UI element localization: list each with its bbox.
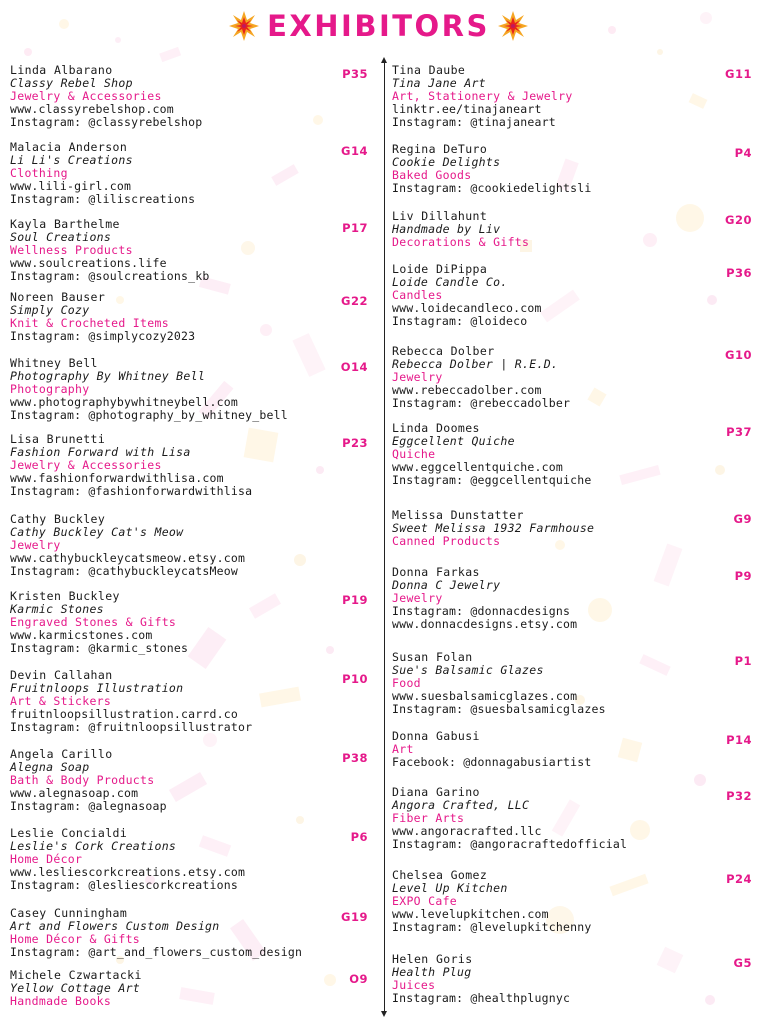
contact-line: fruitnloopsillustration.carrd.co xyxy=(10,707,238,721)
exhibitor-category: Fiber Arts xyxy=(392,811,465,825)
exhibitor-entry xyxy=(392,263,752,328)
starburst-icon xyxy=(229,11,259,41)
booth-number: P4 xyxy=(734,146,752,160)
contact-line: www.photographybywhitneybell.com xyxy=(10,395,238,409)
exhibitor-category: Art xyxy=(392,742,414,756)
exhibitor-entry xyxy=(10,590,368,655)
divider-arrow-top xyxy=(381,57,387,63)
exhibitor-entry xyxy=(10,907,368,959)
exhibitor-entry xyxy=(392,566,752,631)
business-name: Health Plug xyxy=(392,965,472,979)
booth-number: O9 xyxy=(349,972,368,986)
exhibitor-name: Kayla Barthelme xyxy=(10,217,120,231)
contact-line: www.eggcellentquiche.com xyxy=(392,460,563,474)
booth-number: G9 xyxy=(733,512,752,526)
exhibitor-category: Jewelry xyxy=(392,591,443,605)
booth-number: G10 xyxy=(725,348,752,362)
exhibitor-entry xyxy=(10,357,368,422)
exhibitor-name: Casey Cunningham xyxy=(10,906,128,920)
exhibitor-entry xyxy=(10,513,368,578)
exhibitor-entry xyxy=(10,748,368,813)
business-name: Tina Jane Art xyxy=(392,76,486,90)
contact-line: www.cathybuckleycatsmeow.etsy.com xyxy=(10,551,246,565)
booth-number: P14 xyxy=(726,733,752,747)
exhibitor-entry xyxy=(392,651,752,716)
booth-number: P23 xyxy=(342,436,368,450)
exhibitor-name: Malacia Anderson xyxy=(10,140,128,154)
booth-number: P9 xyxy=(734,569,752,583)
exhibitor-category: Home Décor xyxy=(10,852,83,866)
exhibitor-entry xyxy=(10,827,368,892)
page-header xyxy=(0,4,757,48)
business-name: Classy Rebel Shop xyxy=(10,76,133,90)
exhibitor-name: Loide DiPippa xyxy=(392,262,488,276)
business-name: Loide Candle Co. xyxy=(392,275,508,289)
exhibitor-name: Liv Dillahunt xyxy=(392,209,488,223)
exhibitor-name: Regina DeTuro xyxy=(392,142,488,156)
exhibitor-name: Linda Doomes xyxy=(392,421,480,435)
exhibitor-entry xyxy=(392,953,752,1005)
exhibitor-entry xyxy=(10,669,368,734)
exhibitor-entry xyxy=(10,141,368,206)
contact-line: www.suesbalsamicglazes.com xyxy=(392,689,578,703)
business-name: Leslie's Cork Creations xyxy=(10,839,177,853)
business-name: Art and Flowers Custom Design xyxy=(10,919,220,933)
contact-line: Instagram: @cathybuckleycatsMeow xyxy=(10,564,238,578)
booth-number: P6 xyxy=(350,830,368,844)
exhibitor-entry xyxy=(10,433,368,498)
business-name: Cathy Buckley Cat's Meow xyxy=(10,525,184,539)
contact-line: www.angoracrafted.llc xyxy=(392,824,542,838)
contact-line: Instagram: @fashionforwardwithlisa xyxy=(10,484,253,498)
exhibitor-category: Quiche xyxy=(392,447,436,461)
contact-line: www.loidecandleco.com xyxy=(392,301,542,315)
business-name: Fashion Forward with Lisa xyxy=(10,445,191,459)
exhibitor-name: Rebecca Dolber xyxy=(392,344,495,358)
exhibitor-category: Clothing xyxy=(10,166,68,180)
contact-line: www.fashionforwardwithlisa.com xyxy=(10,471,224,485)
exhibitor-category: Decorations & Gifts xyxy=(392,235,530,249)
booth-number: G19 xyxy=(341,910,368,924)
booth-number: P24 xyxy=(726,872,752,886)
business-name: Photography By Whitney Bell xyxy=(10,369,206,383)
exhibitor-name: Lisa Brunetti xyxy=(10,432,106,446)
business-name: Karmic Stones xyxy=(10,602,104,616)
business-name: Yellow Cottage Art xyxy=(10,981,141,995)
exhibitor-name: Whitney Bell xyxy=(10,356,98,370)
exhibitor-name: Cathy Buckley xyxy=(10,512,106,526)
exhibitor-entry xyxy=(392,509,752,548)
exhibitor-name: Tina Daube xyxy=(392,63,466,77)
contact-line: linktr.ee/tinajaneart xyxy=(392,102,542,116)
exhibitor-name: Melissa Dunstatter xyxy=(392,508,524,522)
contact-line: Instagram: @alegnasoap xyxy=(10,799,167,813)
contact-line: Instagram: @eggcellentquiche xyxy=(392,473,592,487)
booth-number: G22 xyxy=(341,294,368,308)
contact-line: Instagram: @loideco xyxy=(392,314,528,328)
exhibitor-entry xyxy=(10,969,368,1008)
contact-line: www.lesliescorkcreations.etsy.com xyxy=(10,865,246,879)
exhibitor-name: Donna Farkas xyxy=(392,565,480,579)
exhibitor-name: Helen Goris xyxy=(392,952,473,966)
exhibitor-category: Food xyxy=(392,676,421,690)
booth-number: G5 xyxy=(733,956,752,970)
exhibitor-category: EXPO Cafe xyxy=(392,894,458,908)
exhibitor-category: Baked Goods xyxy=(392,168,472,182)
page-title: EXHIBITORS xyxy=(267,9,490,43)
business-name: Sue's Balsamic Glazes xyxy=(392,663,544,677)
contact-line: www.lili-girl.com xyxy=(10,179,132,193)
business-name: Donna C Jewelry xyxy=(392,578,501,592)
exhibitor-name: Donna Gabusi xyxy=(392,729,480,743)
booth-number: P10 xyxy=(342,672,368,686)
exhibitor-entry xyxy=(392,422,752,487)
exhibitor-category: Home Décor & Gifts xyxy=(10,932,141,946)
exhibitor-entry xyxy=(10,64,368,129)
exhibitor-name: Diana Garino xyxy=(392,785,480,799)
contact-line: Instagram: @tinajaneart xyxy=(392,115,556,129)
contact-line: Instagram: @liliscreations xyxy=(10,192,196,206)
contact-line: Facebook: @donnagabusiartist xyxy=(392,755,592,769)
contact-line: Instagram: @fruitnloopsillustrator xyxy=(10,720,253,734)
exhibitor-category: Jewelry & Accessories xyxy=(10,89,162,103)
contact-line: www.rebeccadolber.com xyxy=(392,383,542,397)
business-name: Cookie Delights xyxy=(392,155,501,169)
booth-number: P19 xyxy=(342,593,368,607)
exhibitor-category: Knit & Crocheted Items xyxy=(10,316,169,330)
contact-line: Instagram: @levelupkitchenny xyxy=(392,920,592,934)
booth-number: P1 xyxy=(734,654,752,668)
booth-number: P32 xyxy=(726,789,752,803)
exhibitor-category: Wellness Products xyxy=(10,243,133,257)
contact-line: Instagram: @photography_by_whitney_bell xyxy=(10,408,288,422)
contact-line: www.donnacdesigns.etsy.com xyxy=(392,617,578,631)
contact-line: Instagram: @rebeccadolber xyxy=(392,396,571,410)
exhibitor-name: Kristen Buckley xyxy=(10,589,120,603)
exhibitor-name: Susan Folan xyxy=(392,650,473,664)
business-name: Simply Cozy xyxy=(10,303,90,317)
contact-line: Instagram: @art_and_flowers_custom_design xyxy=(10,945,303,959)
exhibitor-entry xyxy=(392,786,752,851)
booth-number: O14 xyxy=(340,360,368,374)
booth-number: P37 xyxy=(726,425,752,439)
exhibitor-category: Art, Stationery & Jewelry xyxy=(392,89,573,103)
contact-line: Instagram: @simplycozy2023 xyxy=(10,329,196,343)
exhibitor-entry xyxy=(392,869,752,934)
booth-number: G20 xyxy=(725,213,752,227)
contact-line: Instagram: @angoracraftedofficial xyxy=(392,837,628,851)
exhibitor-name: Linda Albarano xyxy=(10,63,113,77)
booth-number: G14 xyxy=(341,144,368,158)
exhibitor-entry xyxy=(392,345,752,410)
starburst-icon xyxy=(498,11,528,41)
contact-line: Instagram: @lesliescorkcreations xyxy=(10,878,238,892)
business-name: Fruitnloops Illustration xyxy=(10,681,184,695)
contact-line: Instagram: @soulcreations_kb xyxy=(10,269,210,283)
exhibitor-category: Candles xyxy=(392,288,443,302)
exhibitor-category: Handmade Books xyxy=(10,994,112,1008)
exhibitor-entry xyxy=(10,291,368,343)
exhibitor-name: Noreen Bauser xyxy=(10,290,106,304)
contact-line: Instagram: @cookiedelightsli xyxy=(392,181,592,195)
business-name: Angora Crafted, LLC xyxy=(392,798,530,812)
exhibitor-name: Chelsea Gomez xyxy=(392,868,488,882)
exhibitor-name: Angela Carillo xyxy=(10,747,113,761)
exhibitor-entry xyxy=(392,143,752,195)
booth-number: P38 xyxy=(342,751,368,765)
exhibitor-name: Devin Callahan xyxy=(10,668,113,682)
contact-line: www.alegnasoap.com xyxy=(10,786,139,800)
booth-number: G11 xyxy=(725,67,752,81)
divider-arrow-bottom xyxy=(381,1011,387,1017)
exhibitor-category: Canned Products xyxy=(392,534,501,548)
booth-number: P36 xyxy=(726,266,752,280)
contact-line: www.classyrebelshop.com xyxy=(10,102,174,116)
business-name: Handmade by Liv xyxy=(392,222,501,236)
contact-line: Instagram: @donnacdesigns xyxy=(392,604,571,618)
contact-line: Instagram: @suesbalsamicglazes xyxy=(392,702,606,716)
exhibitor-entry xyxy=(392,730,752,769)
contact-line: Instagram: @healthplugnyc xyxy=(392,991,571,1005)
business-name: Sweet Melissa 1932 Farmhouse xyxy=(392,521,595,535)
exhibitor-category: Bath & Body Products xyxy=(10,773,155,787)
contact-line: Instagram: @karmic_stones xyxy=(10,641,189,655)
exhibitor-category: Art & Stickers xyxy=(10,694,112,708)
contact-line: www.levelupkitchen.com xyxy=(392,907,549,921)
contact-line: www.soulcreations.life xyxy=(10,256,167,270)
exhibitor-category: Juices xyxy=(392,978,436,992)
contact-line: www.karmicstones.com xyxy=(10,628,153,642)
exhibitor-entry xyxy=(392,210,752,249)
exhibitor-entry xyxy=(10,218,368,283)
exhibitor-category: Engraved Stones & Gifts xyxy=(10,615,177,629)
column-divider xyxy=(384,62,385,1012)
exhibitor-category: Photography xyxy=(10,382,90,396)
exhibitor-name: Michele Czwartacki xyxy=(10,968,142,982)
business-name: Level Up Kitchen xyxy=(392,881,508,895)
business-name: Soul Creations xyxy=(10,230,112,244)
business-name: Rebecca Dolber | R.E.D. xyxy=(392,357,559,371)
exhibitor-entry xyxy=(392,64,752,129)
exhibitor-name: Leslie Concialdi xyxy=(10,826,128,840)
booth-number: P35 xyxy=(342,67,368,81)
exhibitor-category: Jewelry & Accessories xyxy=(10,458,162,472)
contact-line: Instagram: @classyrebelshop xyxy=(10,115,203,129)
exhibitor-category: Jewelry xyxy=(10,538,61,552)
business-name: Li Li's Creations xyxy=(10,153,133,167)
business-name: Eggcellent Quiche xyxy=(392,434,515,448)
booth-number: P17 xyxy=(342,221,368,235)
business-name: Alegna Soap xyxy=(10,760,90,774)
exhibitor-category: Jewelry xyxy=(392,370,443,384)
